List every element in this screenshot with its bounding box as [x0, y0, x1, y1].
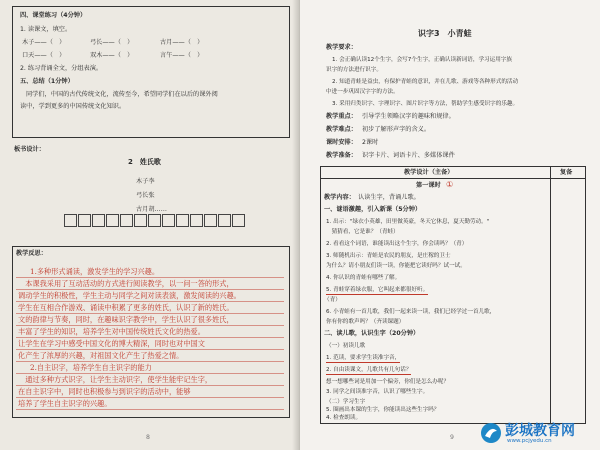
fill-2c: 言午——（ ）: [160, 52, 204, 59]
difficult-label: 教学难点：: [326, 126, 357, 133]
summary-line-1: 同学们，中国的古代传统文化，流传至今，希望同学们在以后的课外阅: [26, 91, 218, 98]
board-line-3: 古月胡……: [136, 206, 167, 213]
exercise-1: 1. 读课文，填空。: [20, 26, 72, 33]
right-page-number: 9: [450, 434, 454, 441]
step2-line: （一）初读儿歌: [326, 343, 366, 349]
reflection-line: 1.多种形式诵读，激发学生的学习兴趣。: [30, 267, 160, 276]
step2-line: 想一想哪些词是用加一个偏旁，你们是怎么办呢？: [326, 379, 450, 385]
step1-line: 为什么？请小朋友们读一读，你能把它读好吗？试一试。: [326, 263, 466, 269]
fill-1c: 古月——（ ）: [160, 39, 204, 46]
reflection-line: 文的韵律与节奏，同时，在趣味识字教学中，学生认识了很多姓氏，: [18, 315, 234, 324]
right-page: [300, 0, 600, 450]
step1-line: 1. 出示："绿衣小英雄，田里做英豪，冬天它休息，夏天勤劳动。": [326, 219, 490, 225]
prep-label: 教学准备：: [326, 152, 357, 159]
step2-line: 4. 检查朗读。: [326, 415, 362, 421]
step2-line: （二）学习生字: [326, 399, 366, 405]
fill-1b: 弓长——（ ）: [90, 39, 134, 46]
table-header: 教学设计（主备）: [404, 169, 454, 176]
reflection-label: 教学反思：: [16, 250, 47, 257]
reflection-line: 让学生在学习中感受中国文化的博大精深，同时也对中国文: [18, 339, 205, 348]
step1-line: 你有你的歌声吗？（齐读课题）: [326, 319, 405, 325]
table-header-right: 复备: [560, 169, 573, 176]
objectives-label: 教学要求：: [326, 44, 357, 51]
section5-heading: 五、总结（1分钟）: [20, 78, 74, 85]
objective-line: 识字的方法进行识字。: [326, 67, 382, 73]
key-text: 引导学生领略汉字的趣味和规律。: [362, 113, 455, 120]
step2-line: 5. 圈画出本课的生字，你能读出这些生字吗？: [326, 407, 440, 413]
key-label: 教学重点：: [326, 113, 357, 120]
lesson-one-mark: ①: [446, 180, 454, 189]
reflection-line: 丰富了学生的知识，培养学生对中国传统姓氏文化的热爱。: [18, 327, 205, 336]
reflection-line: 培养了学生自主识字的兴趣。: [18, 399, 112, 408]
board-line-1: 木子李: [136, 178, 155, 185]
step1-line: 猜猜看，它是谁？（青蛙）: [326, 229, 399, 235]
objective-line: 中进一步巩固汉字字的方法。: [326, 89, 399, 95]
objective-line: 2. 知道青蛙是益虫，有保护青蛙的意识，并在儿歌、游戏等各种形式的活动: [332, 79, 519, 85]
step1-line: 4. 你认识的青蛙有哪些了解。: [326, 275, 401, 281]
board-title: 2 姓氏歌: [128, 158, 161, 166]
fill-1a: 木子——（ ）: [22, 39, 66, 46]
reflection-line: 本课我采用了互动活动的方式进行阅读教学，以一问一答的形式，: [18, 279, 234, 288]
section4-heading: 四、课堂练习（4分钟）: [20, 12, 87, 19]
step1-line: 3. 师随机出示：青蛙是农民的朋友，是庄稼的卫士: [326, 253, 451, 259]
step1-line: 6. 小青蛙有一首儿歌，我们一起来读一读，我们已经学过一首儿歌，: [326, 309, 496, 315]
step-2: 二、读儿歌，认识生字（20分钟）: [324, 330, 420, 337]
reflection-line: 在自主识字中，同时也积极参与到识字的活动中，能够: [18, 387, 191, 396]
fill-2a: 口天——（ ）: [22, 52, 66, 59]
prep-text: 识字卡片、词语卡片、多媒体课件: [362, 152, 455, 159]
reflection-line: 学生在互相合作游戏、诵读中积累了更多的姓氏，认识了新的姓氏。: [18, 303, 234, 312]
reflection-line: 通过多种方式识字，让学生主动识字，使学生能牢记生字，: [18, 375, 213, 384]
left-page-number: 8: [146, 434, 150, 441]
objective-line: 1. 会正确认读12个生字，会写7个生字，正确认读新词语，学习运用字族: [332, 57, 513, 63]
hours-text: 2课时: [362, 139, 379, 146]
lesson-one: 第一课时: [416, 182, 441, 189]
step1-line: （青）: [324, 297, 341, 303]
step2-line: 2. 自由读课文，儿歌共有几句话？: [326, 367, 412, 373]
board-label: 板书设计：: [14, 146, 45, 153]
summary-line-2: 读中，学到更多的中国传统文化知识。: [20, 103, 126, 110]
goal-text: 认读生字，背诵儿歌。: [358, 194, 420, 201]
exercise-2: 2. 练习背诵全文，分组表演。: [20, 65, 103, 72]
reflection-line: 调动学生的积极性，学生主动与同学之间对读表演，激发阅读的兴趣。: [18, 291, 241, 300]
step1-line: 2. 看看这个词语，谁能读出这个生字，你会读吗？（青）: [326, 241, 468, 247]
fill-2b: 双木——（ ）: [90, 52, 134, 59]
step1-line: 5. 青蛙穿着绿衣服，它叫起来都很好听。: [326, 287, 429, 293]
step2-line: 3. 同学之间读准字音，认识了哪些生字。: [326, 389, 429, 395]
goal-label: 教学内容：: [324, 194, 355, 201]
board-line-2: 弓长张: [136, 192, 155, 199]
lesson-title: 识字3 小青蛙: [418, 29, 472, 38]
objective-line: 3. 采用归类识字、字理识字、图片识字等方法，帮助学生感受识字的乐趣。: [332, 101, 519, 107]
writing-grid: [64, 214, 250, 228]
watermark-brand: 彭城教育网: [505, 423, 575, 439]
reflection-line: 化产生了浓厚的兴趣，对祖国文化产生了热爱之情。: [18, 351, 184, 360]
logo-icon: [480, 422, 502, 444]
reflection-line: 2.自主识字，培养学生自主识字的能力: [30, 363, 152, 372]
difficult-text: 初步了解形声字的含义。: [362, 126, 431, 133]
site-watermark: [480, 420, 598, 448]
step2-line: 1. 范读，要求学生读准字音，: [326, 355, 401, 361]
step-1: 一、谜语激趣，引入新课（5分钟）: [324, 206, 422, 213]
watermark-url: www.pcjyedu.cn: [507, 438, 552, 444]
hours-label: 课时安排：: [326, 139, 357, 146]
